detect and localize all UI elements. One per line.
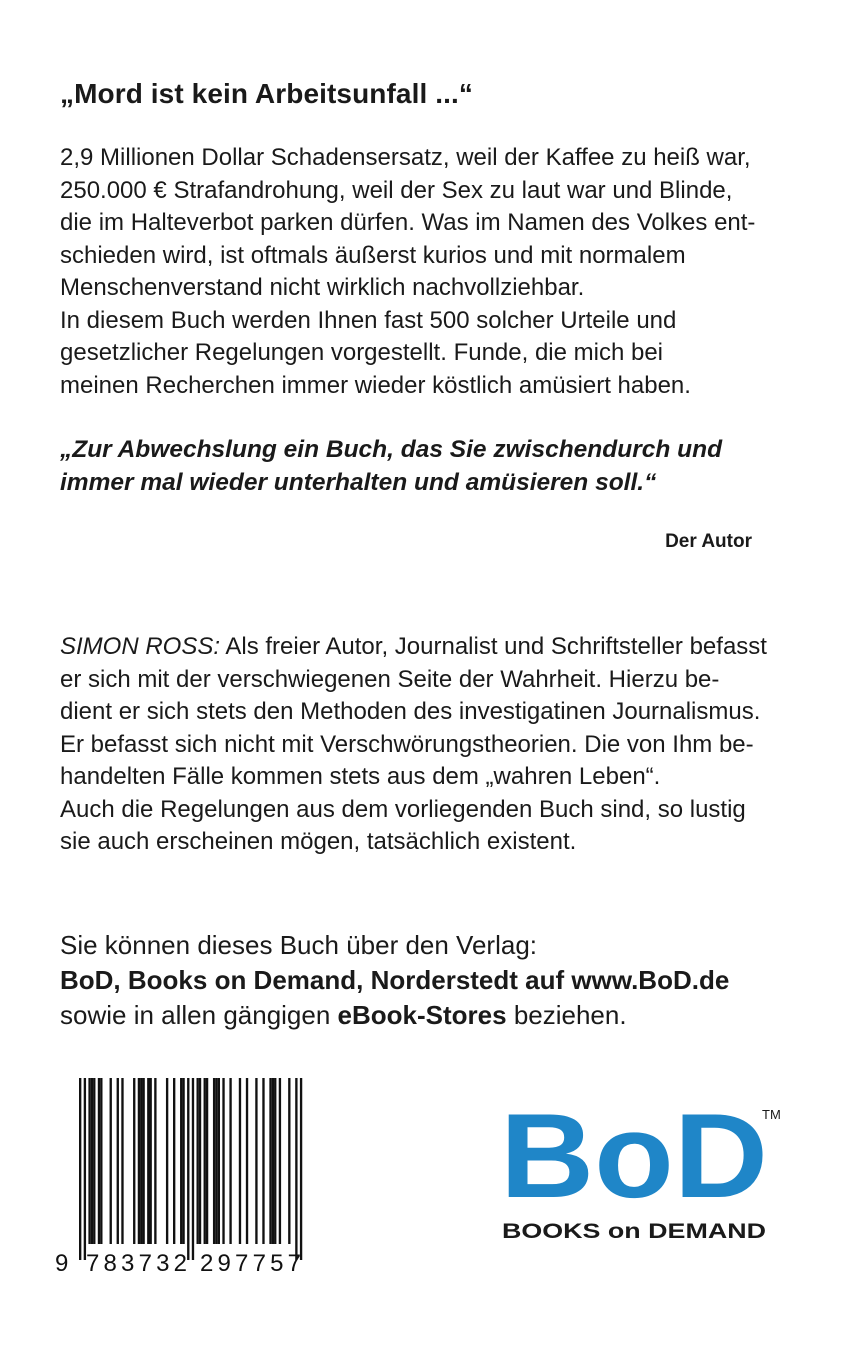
- intro-line: In diesem Buch werden Ihnen fast 500 solcher Urteile und: [60, 306, 677, 334]
- barcode-bar: [213, 1078, 215, 1244]
- logo-tagline: BOOKS on DEMAND: [502, 1220, 766, 1243]
- barcode-bar: [274, 1078, 276, 1244]
- barcode-bar: [121, 1078, 123, 1244]
- barcode-bar: [279, 1078, 281, 1244]
- barcode-bar: [110, 1078, 112, 1244]
- bio-line: [60, 631, 795, 664]
- bio-line: sie auch erscheinen mögen, tatsächlich existent.: [60, 828, 577, 855]
- bio-line: handelten Fälle kommen stets aus dem „wahren Leben“.: [60, 763, 661, 790]
- barcode-bar: [154, 1078, 156, 1244]
- barcode-bar: [93, 1078, 95, 1244]
- intro-line: Menschenverstand nicht wirklich nachvollziehbar.: [60, 274, 585, 301]
- barcode-bar: [246, 1078, 248, 1244]
- isbn-barcode: [55, 1078, 317, 1278]
- barcode-bar: [197, 1078, 199, 1244]
- intro-line: die im Halteverbot parken dürfen. Was im Namen des Volkes ent-: [60, 209, 756, 236]
- barcode-digit-first: 9: [55, 1250, 69, 1277]
- barcode-bar: [192, 1078, 194, 1260]
- intro-text: [60, 142, 795, 402]
- order-info: [60, 928, 820, 1033]
- author-bio: [60, 631, 795, 859]
- order-text: sowie in allen gängigen: [60, 1000, 338, 1030]
- barcode-bar: [222, 1078, 224, 1244]
- intro-line: schieden wird, ist oftmals äußerst kurios und mit normalem: [60, 241, 686, 269]
- barcode-bar: [206, 1078, 208, 1244]
- barcode-bar: [180, 1078, 182, 1244]
- barcode-bar: [117, 1078, 119, 1244]
- bio-line: Er befasst sich nicht mit Verschwörungstheorien. Die von Ihm be-: [60, 730, 754, 758]
- barcode-bar: [84, 1078, 86, 1260]
- barcode-bar: [88, 1078, 90, 1244]
- headline: „Mord ist kein Arbeitsunfall ...“: [60, 78, 473, 109]
- barcode-bar: [150, 1078, 152, 1244]
- barcode-digits-left: 783732: [86, 1250, 187, 1277]
- trademark-mark: TM: [762, 1107, 781, 1122]
- intro-line: 2,9 Millionen Dollar Schadensersatz, weil der Kaffee zu heiß war,: [60, 144, 751, 171]
- barcode-bar: [269, 1078, 271, 1244]
- barcode-digits-right: 297757: [200, 1250, 301, 1277]
- barcode-bar: [288, 1078, 290, 1244]
- bio-line: er sich mit der verschwiegenen Seite der Wahrheit. Hierzu be-: [60, 665, 720, 693]
- bio-line: Auch die Regelungen aus dem vorliegenden Buch sind, so lustig: [60, 795, 746, 823]
- publisher-line: BoD, Books on Demand, Norderstedt auf www.BoD.de: [60, 965, 730, 995]
- intro-line: 250.000 € Strafandrohung, weil der Sex zu laut war und Blinde,: [60, 176, 733, 204]
- bio-line: dient er sich stets den Methoden des investigatinen Journalismus.: [60, 698, 761, 725]
- barcode-bar: [215, 1078, 217, 1244]
- barcode-bar: [140, 1078, 142, 1244]
- order-line: Sie können dieses Buch über den Verlag:: [60, 930, 538, 960]
- bio-first-line: Als freier Autor, Journalist und Schriftsteller befasst: [220, 633, 767, 660]
- intro-line: gesetzlicher Regelungen vorgestellt. Funde, die mich bei: [60, 339, 664, 366]
- barcode-bar: [239, 1078, 241, 1244]
- barcode-bar: [182, 1078, 184, 1244]
- barcode-bar: [166, 1078, 168, 1244]
- barcode-bar: [272, 1078, 274, 1244]
- bod-logo: [500, 1105, 790, 1245]
- barcode-bar: [79, 1078, 81, 1260]
- barcode-bar: [138, 1078, 140, 1244]
- quote-line: immer mal wieder unterhalten und amüsieren soll.“: [60, 468, 657, 496]
- barcode-bar: [187, 1078, 189, 1260]
- barcode-bar: [262, 1078, 264, 1244]
- barcode-bar: [199, 1078, 201, 1244]
- logo-wordmark: BoD: [500, 1105, 768, 1223]
- barcode-bar: [229, 1078, 231, 1244]
- barcode-bar: [147, 1078, 149, 1244]
- barcode-bar: [173, 1078, 175, 1244]
- ebook-stores: eBook-Stores: [337, 1000, 507, 1030]
- order-text: beziehen.: [506, 1000, 627, 1030]
- order-line: [60, 998, 820, 1033]
- barcode-bar: [300, 1078, 302, 1260]
- barcode-bar: [255, 1078, 257, 1244]
- barcode-bar: [295, 1078, 297, 1260]
- barcode-bar: [100, 1078, 102, 1244]
- barcode-bar: [204, 1078, 206, 1244]
- barcode-bar: [98, 1078, 100, 1244]
- quote-signature: Der Autor: [665, 531, 752, 552]
- barcode-bar: [91, 1078, 93, 1244]
- intro-line: meinen Recherchen immer wieder köstlich amüsiert haben.: [60, 371, 691, 399]
- quote-line: „Zur Abwechslung ein Buch, das Sie zwischendurch und: [60, 436, 723, 463]
- barcode-bar: [142, 1078, 144, 1244]
- barcode-bar: [133, 1078, 135, 1244]
- author-name: SIMON ROSS:: [60, 633, 221, 660]
- author-quote: [60, 434, 795, 499]
- barcode-bar: [218, 1078, 220, 1244]
